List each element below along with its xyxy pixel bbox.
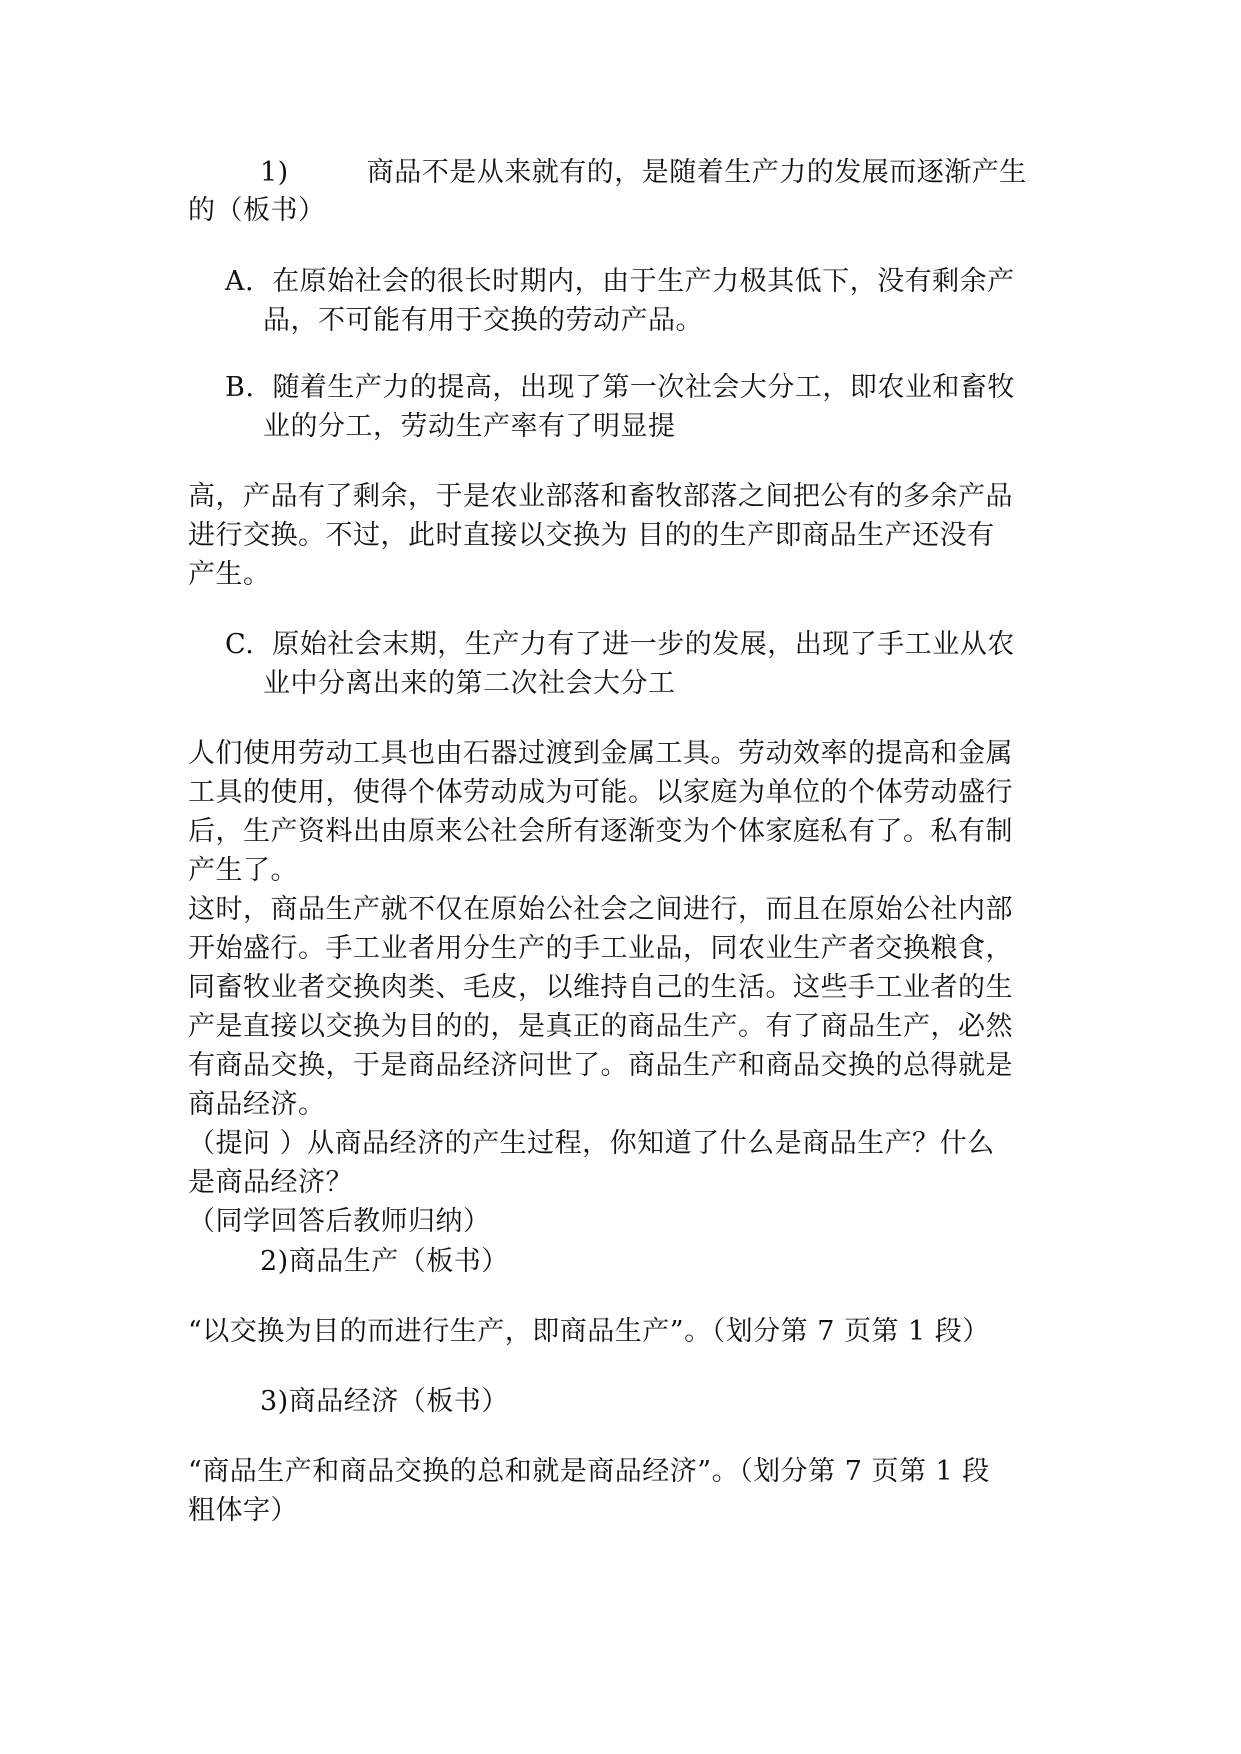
quote-3-line1: “商品生产和商品交换的总和就是商品经济”。（划分第 7 页第 1 段	[188, 1456, 990, 1487]
heading-1-text: 商品不是从来就有的，是随着生产力的发展而逐渐产生	[366, 157, 1027, 188]
para-b-line: 产生。	[188, 559, 271, 590]
item-c-line1	[225, 626, 1015, 664]
para-c-line: 这时，商品生产就不仅在原始公社会之间进行，而且在原始公社内部	[188, 894, 1013, 925]
item-b-line1	[225, 369, 1015, 407]
item-a-text: 在原始社会的很长时期内，由于生产力极其低下，没有剩余产	[272, 266, 1015, 297]
item-c-marker: C.	[225, 629, 255, 660]
item-b-text: 随着生产力的提高，出现了第一次社会大分工，即农业和畜牧	[272, 372, 1015, 403]
heading-1-line2: 的（板书）	[188, 195, 326, 226]
para-c-line: 工具的使用，使得个体劳动成为可能。以家庭为单位的个体劳动盛行	[188, 777, 1013, 808]
heading-3: 3)商品经济（板书）	[260, 1386, 509, 1417]
quote-2: “以交换为目的而进行生产，即商品生产”。（划分第 7 页第 1 段）	[188, 1316, 990, 1347]
quote-3-line2: 粗体字）	[188, 1495, 298, 1526]
item-b-marker: B.	[225, 372, 255, 403]
para-c-line: 产是直接以交换为目的的，是真正的商品生产。有了商品生产，必然	[188, 1011, 1013, 1042]
item-c-text: 原始社会末期，生产力有了进一步的发展，出现了手工业从农	[272, 629, 1015, 660]
para-c-line: （提问 ）从商品经济的产生过程，你知道了什么是商品生产？什么	[188, 1128, 995, 1159]
heading-1-number: 1)	[260, 157, 289, 188]
para-c-line: 开始盛行。手工业者用分生产的手工业品，同农业生产者交换粮食，	[188, 933, 1013, 964]
para-c-line: 人们使用劳动工具也由石器过渡到金属工具。劳动效率的提高和金属	[188, 738, 1013, 769]
para-c-line: 后，生产资料出由原来公社会所有逐渐变为个体家庭私有了。私有制	[188, 816, 1013, 847]
para-c-line: 商品经济。	[188, 1089, 326, 1120]
para-c-line: 同畜牧业者交换肉类、毛皮，以维持自己的生活。这些手工业者的生	[188, 972, 1013, 1003]
para-c-line: （同学回答后教师归纳）	[188, 1206, 491, 1237]
para-b-line: 进行交换。不过，此时直接以交换为 目的的生产即商品生产还没有	[188, 520, 995, 551]
item-c-line2: 业中分离出来的第二次社会大分工	[263, 668, 676, 699]
para-c-line: 是商品经济？	[188, 1167, 353, 1198]
para-b-line: 高，产品有了剩余，于是农业部落和畜牧部落之间把公有的多余产品	[188, 481, 1013, 512]
item-a-marker: A.	[225, 266, 255, 297]
para-c-line: 产生了。	[188, 855, 298, 886]
para-c-line: 有商品交换，于是商品经济问世了。商品生产和商品交换的总得就是	[188, 1050, 1013, 1081]
item-a-line2: 品，不可能有用于交换的劳动产品。	[263, 305, 703, 336]
heading-1-line1	[260, 154, 1027, 192]
heading-2: 2)商品生产（板书）	[260, 1246, 509, 1277]
item-a-line1	[225, 263, 1015, 301]
item-b-line2: 业的分工，劳动生产率有了明显提	[263, 411, 676, 442]
